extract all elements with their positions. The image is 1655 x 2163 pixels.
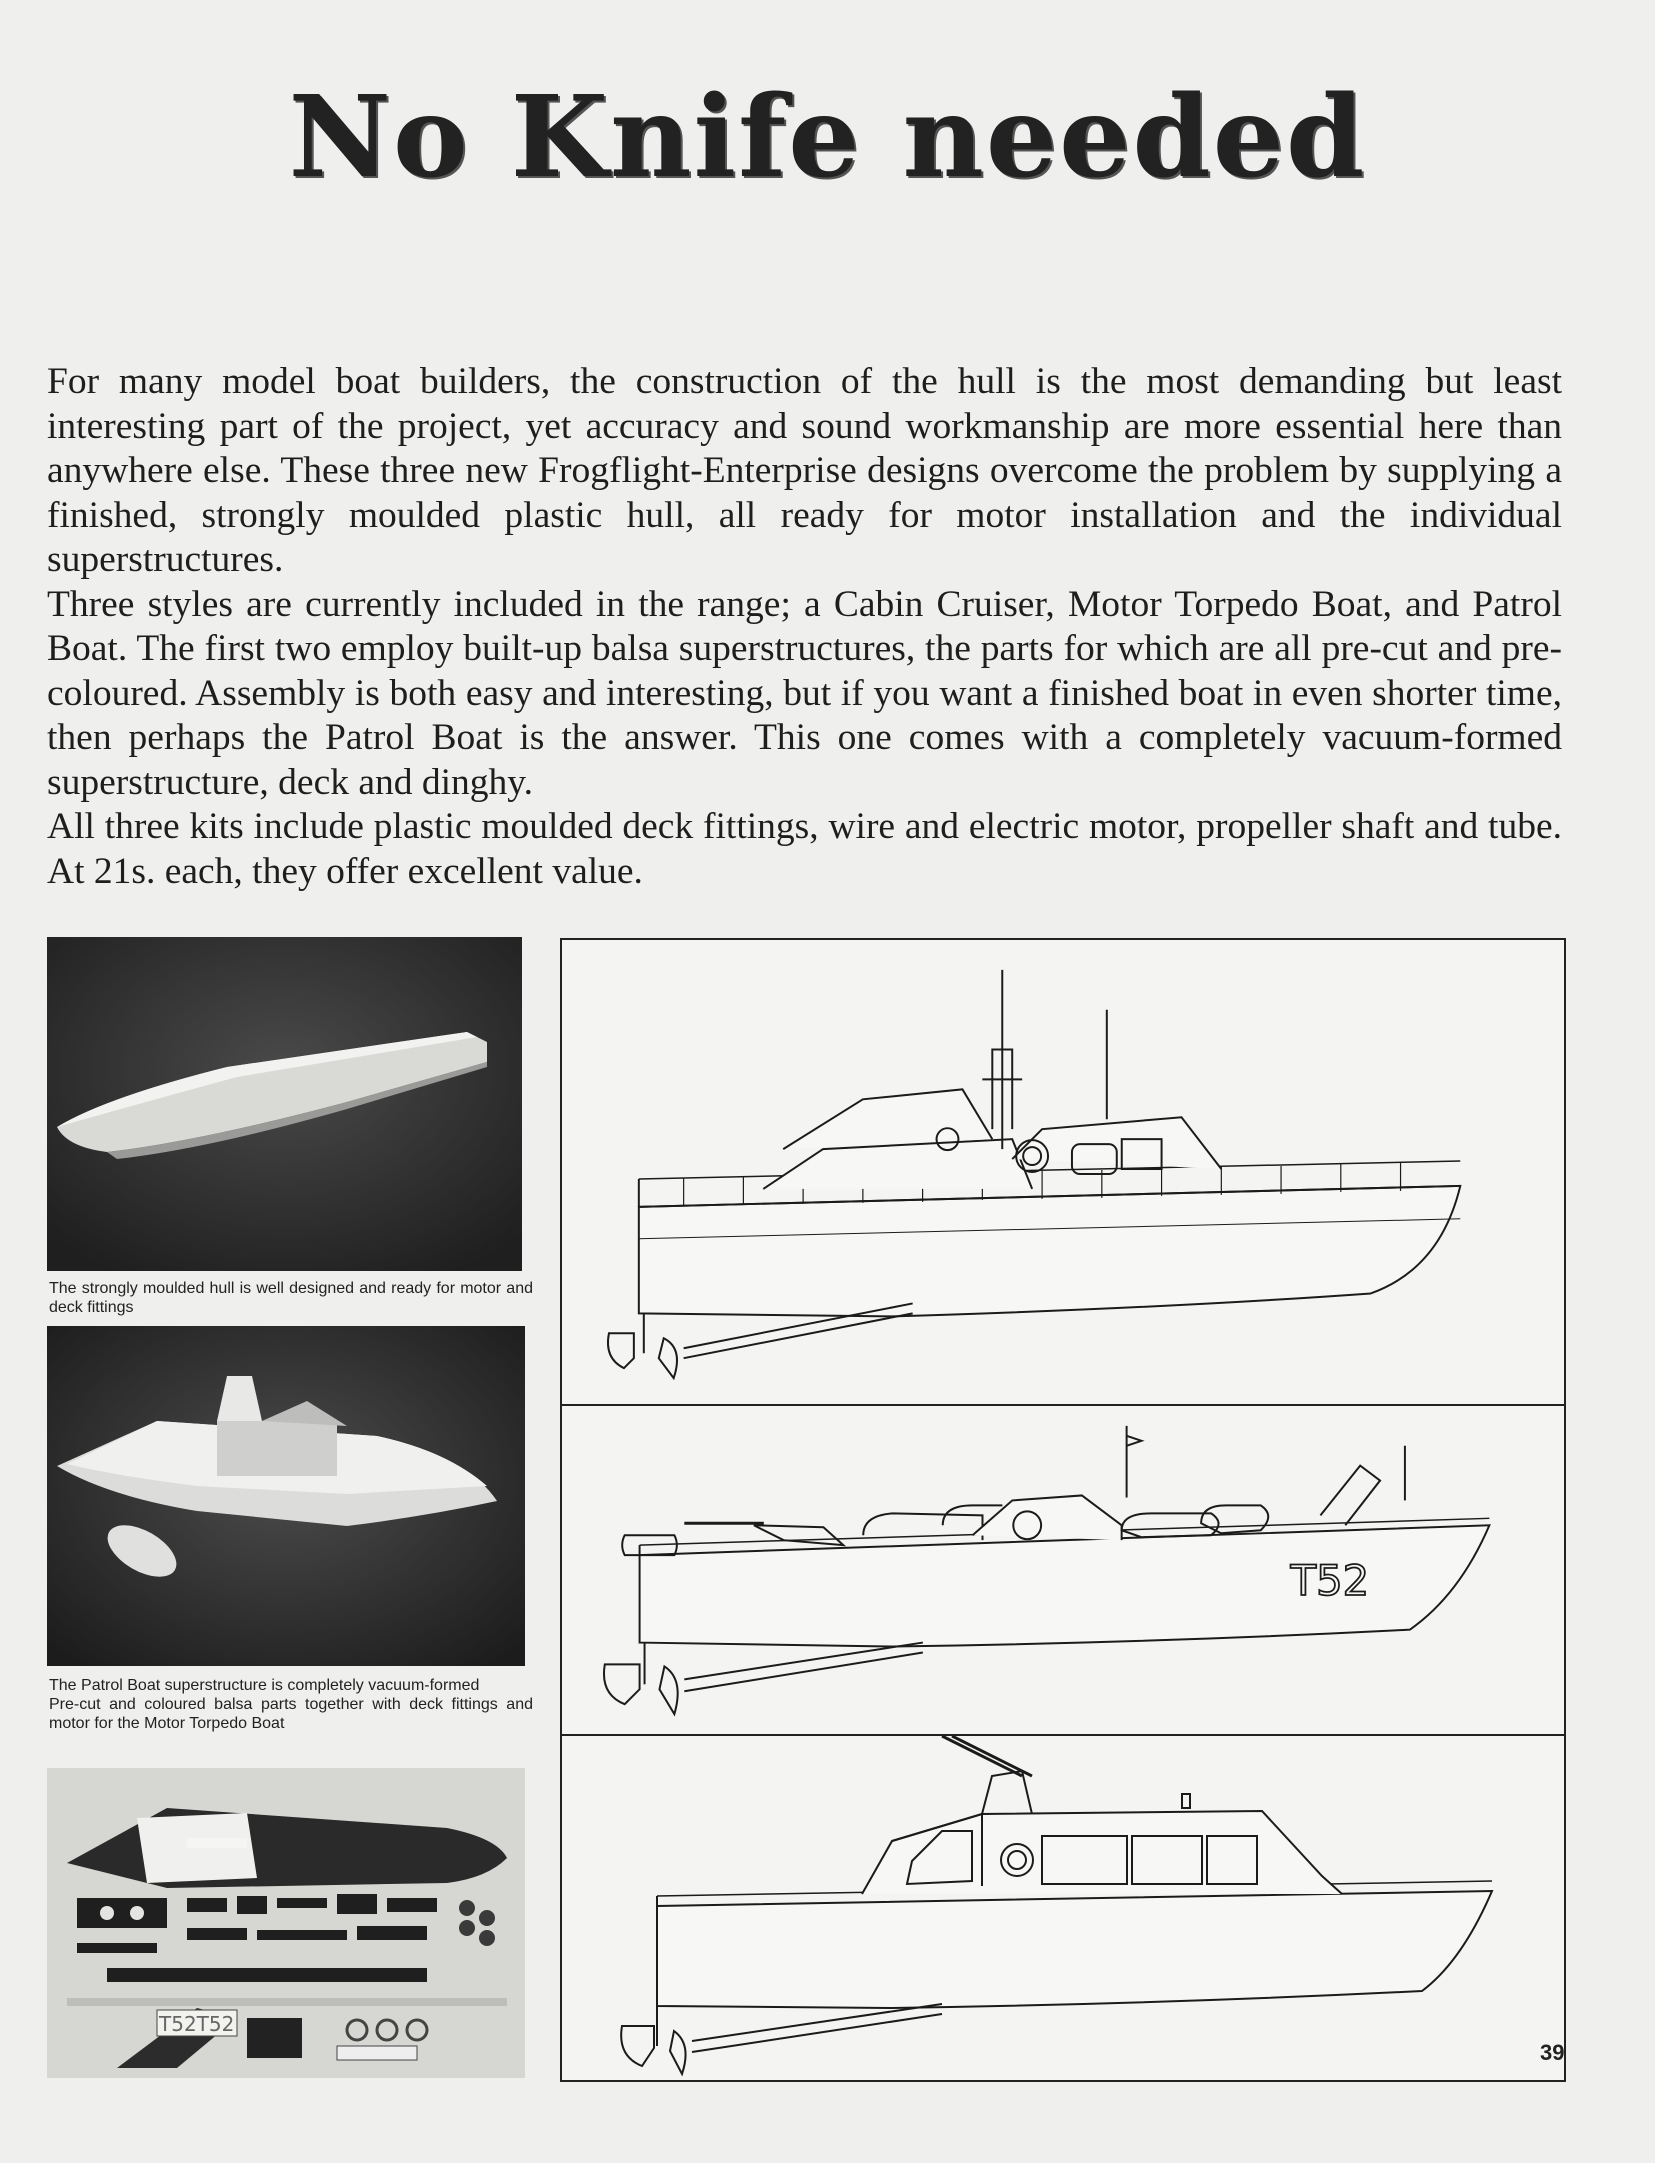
paragraph: For many model boat builders, the construction of the hull is the most demanding but least interesting part of the project, yet accuracy and sound workmanship are more essential here than anywhere else. These three new Frogflight-Enterprise designs overcome the problem by supplying a finished, strongly moulded plastic hull, all ready for motor installation and the individual superstructures. xyxy=(47,361,1562,580)
page-number: 39 xyxy=(1540,2040,1565,2065)
hull-photo-caption: The strongly moulded hull is well designed and ready for motor and deck fittings xyxy=(49,1280,533,1316)
t52-boat-drawing xyxy=(562,1406,1564,1736)
patrol-boat-photo xyxy=(47,1326,525,1666)
motor-torpedo-boat-drawing xyxy=(562,940,1564,1406)
hull-photo xyxy=(47,937,522,1271)
cabin-cruiser-drawing xyxy=(562,1736,1564,2080)
article-body xyxy=(47,360,1562,894)
hull-number: T52 xyxy=(1290,1555,1370,1605)
kit-parts-photo xyxy=(47,1768,525,2078)
paragraph: Three styles are currently included in the range; a Cabin Cruiser, Motor Torpedo Boat, and Patrol Boat. The first two employ built-up balsa superstructures, the parts for which are all pre-cut and pre-coloured. Assembly is both easy and interesting, but if you want a finished boat in even shorter time, then perhaps the Patrol Boat is the answer. This one comes with a completely vacuum-formed superstructure, deck and dinghy. xyxy=(47,583,1562,803)
kit-hull-number-decal: T52T52 xyxy=(159,2012,235,2036)
paragraph: All three kits include plastic moulded deck fittings, wire and electric motor, propeller shaft and tube. At 21s. each, they offer excellent value. xyxy=(47,806,1562,892)
headline: No Knife needed xyxy=(288,72,1367,203)
patrol-boat-caption: The Patrol Boat superstructure is completely vacuum-formed Pre-cut and coloured balsa parts together with deck fittings and motor for the Motor Torpedo Boat xyxy=(49,1677,533,1732)
boat-drawings-panel xyxy=(560,938,1566,2082)
